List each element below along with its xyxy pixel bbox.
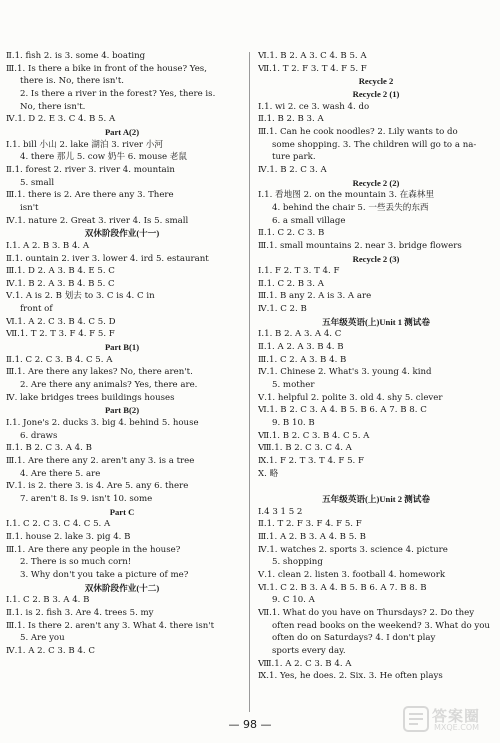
watermark-stamp-icon (402, 705, 430, 733)
answer-line: 4. there 那儿 5. cow 奶牛 6. mouse 老鼠 (20, 152, 187, 163)
answer-line: Ⅰ.1. wi 2. ce 3. wash 4. do (258, 101, 370, 112)
column-divider (249, 52, 250, 712)
answer-line: Ⅲ.1. C 2. A 3. B 4. B (258, 354, 347, 365)
answer-line: Ⅳ.1. A 2. C 3. B 4. C (6, 645, 95, 656)
answer-line: Ⅱ.1. ountain 2. iver 3. lower 4. ird 5. estaurant (6, 253, 209, 264)
answer-line: 3. Why don't you take a picture of me? (20, 569, 189, 580)
answer-line: Ⅱ.1. B 2. C 3. A 4. B (6, 443, 92, 454)
answer-line: Ⅶ.1. What do you have on Thursdays? 2. Do they (258, 607, 475, 618)
answer-line: Ⅳ.1. is 2. there 3. is 4. Are 5. any 6. there (6, 481, 189, 492)
section-heading: 双休阶段作业(十二) (84, 582, 160, 593)
answer-line: 2. There is so much corn! (20, 557, 132, 568)
answer-line: Ⅵ.1. B 2. C 3. A 4. B 5. B 6. A 7. B 8. C (258, 405, 427, 416)
answer-line: 4. Are there 5. are (20, 468, 101, 479)
answer-line: Ⅲ.1. A 2. B 3. A 4. B 5. B (258, 531, 366, 542)
answer-line: Ⅰ.1. C 2. C 3. C 4. C 5. A (6, 519, 111, 530)
answer-line: Ⅲ.1. Are there any 2. aren't any 3. is a tree (6, 456, 195, 466)
answer-line: Ⅲ.1. Is there a bike in front of the house? Yes, (6, 63, 207, 74)
answer-line: Ⅰ.1. bill 小山 2. lake 湖泊 3. river 小河 (6, 139, 163, 150)
answer-line: 5. shopping (272, 557, 323, 568)
answer-line: Ⅵ.1. A 2. C 3. B 4. C 5. D (6, 316, 116, 327)
answer-line: Ⅸ.1. Yes, he does. 2. Six. 3. He often plays (258, 671, 443, 682)
section-heading: 五年级英语(上)Unit 1 测试卷 (322, 316, 430, 327)
right-column (258, 50, 494, 683)
answer-line: Ⅳ.1. D 2. E 3. C 4. B 5. A (6, 114, 116, 125)
answer-line: ture park. (272, 152, 316, 163)
answer-line: Ⅷ.1. B 2. C 3. C 4. A (258, 443, 352, 454)
answer-line: Ⅰ.1. A 2. B 3. B 4. A (6, 240, 90, 251)
left-column (6, 50, 238, 658)
answer-line: Ⅱ.1. C 2. B 3. A (258, 278, 324, 289)
answer-line: 2. Are there any animals? Yes, there are. (20, 380, 198, 391)
answer-line: Ⅰ.1. 看地图 2. on the mountain 3. 在森林里 (258, 190, 435, 201)
watermark-logo (402, 705, 494, 739)
answer-line: Ⅲ.1. there is 2. Are there any 3. There (6, 190, 174, 201)
watermark-brand: 答案圈 (432, 707, 481, 725)
answer-line: Ⅳ.1. nature 2. Great 3. river 4. Is 5. small (6, 215, 189, 226)
watermark-url: MXQE.COM (434, 723, 480, 732)
answer-line: Ⅱ.1. T 2. F 3. F 4. F 5. F (258, 519, 362, 530)
answer-line: Ⅱ.1. A 2. A 3. B 4. B (258, 342, 344, 353)
answer-line: Ⅵ.1. B 2. A 3. C 4. B 5. A (258, 51, 367, 61)
answer-line: 7. aren't 8. Is 9. isn't 10. some (20, 493, 153, 504)
answer-line: Ⅳ.1. C 2. B (258, 304, 307, 315)
section-heading: 五年级英语(上)Unit 2 测试卷 (322, 493, 430, 504)
answer-line: Ⅰ.1. Jone's 2. ducks 3. big 4. behind 5. house (6, 418, 199, 429)
answer-line: Ⅱ.1. forest 2. river 3. river 4. mountain (6, 164, 175, 175)
section-heading: Recycle 2 (3) (352, 253, 400, 264)
answer-line: 5. Are you (20, 633, 65, 644)
answer-line: Ⅱ.1. fish 2. is 3. some 4. boating (6, 51, 146, 61)
answer-line: 9. B 10. B (272, 418, 315, 429)
answer-line: Ⅳ.1. B 2. C 3. A (258, 164, 327, 175)
page-number: — 98 — (228, 718, 272, 731)
answer-line: 4. behind the chair 5. 一些丢失的东西 (272, 202, 429, 213)
answer-line: Ⅴ.1. helpful 2. polite 3. old 4. shy 5. clever (258, 392, 443, 403)
answer-line: often read books on the weekend? 3. What do you (272, 620, 490, 631)
answer-line: some shopping. 3. The children will go to a na- (272, 139, 477, 150)
answer-line: 6. draws (20, 430, 58, 441)
section-heading: Part A(2) (104, 126, 140, 137)
answer-line: 5. mother (272, 380, 315, 391)
answer-line: Ⅱ.1. C 2. C 3. B 4. C 5. A (6, 354, 113, 365)
answer-line: 9. C 10. A (272, 595, 315, 606)
section-heading: Recycle 2 (2) (352, 177, 400, 188)
answer-line: Ⅱ.1. house 2. lake 3. pig 4. B (6, 531, 131, 542)
answer-line: often do on Saturdays? 4. I don't play (272, 633, 436, 644)
answer-line (258, 480, 494, 493)
answer-line: Ⅲ.1. Are there any lakes? No, there aren't. (6, 367, 193, 378)
answer-line: Ⅶ.1. T 2. F 3. T 4. F 5. F (258, 63, 367, 74)
answer-line: 5. small (20, 177, 55, 188)
answer-line: Ⅶ.1. T 2. T 3. F 4. F 5. F (6, 329, 115, 340)
answer-line: Ⅱ.1. C 2. C 3. B (258, 228, 325, 239)
answer-line: Ⅱ.1. B 2. B 3. A (258, 114, 324, 125)
answer-line: Ⅸ.1. F 2. T 3. T 4. F 5. F (258, 456, 364, 466)
answer-line: Ⅲ.1. Are there any people in the house? (6, 544, 181, 555)
section-heading: Part B(1) (104, 342, 140, 353)
answer-line: Ⅳ.1. watches 2. sports 3. science 4. picture (258, 544, 448, 555)
answer-line: Ⅰ.1. C 2. B 3. A 4. B (6, 595, 90, 606)
section-heading: Part B(2) (104, 405, 140, 416)
answer-line: Ⅲ.1. Is there 2. aren't any 3. What 4. there isn't (6, 620, 215, 631)
section-heading: 双休阶段作业(十一) (84, 228, 160, 239)
answer-line: Ⅲ.1. small mountains 2. near 3. bridge flowers (258, 240, 462, 251)
answer-line: isn't (20, 202, 39, 213)
answer-line: Ⅵ.1. C 2. B 3. A 4. B 5. B 6. A 7. B 8. B (258, 582, 427, 593)
answer-line: Ⅳ. lake bridges trees buildings houses (6, 392, 175, 403)
answer-line: 6. a small village (272, 215, 346, 226)
answer-line: Ⅰ.4 3 1 5 2 (258, 506, 303, 517)
answer-line: Ⅰ.1. B 2. A 3. A 4. C (258, 329, 342, 340)
answer-line: No, there isn't. (20, 101, 86, 112)
answer-line: 2. Is there a river in the forest? Yes, there is. (20, 88, 216, 99)
section-heading: Part C (109, 506, 135, 517)
answer-line: Ⅲ.1. Can he cook noodles? 2. Lily wants to do (258, 126, 458, 137)
answer-line: sports every day. (272, 645, 346, 656)
answer-line: Ⅷ.1. A 2. C 3. B 4. A (258, 658, 352, 669)
answer-line: Ⅰ.1. F 2. T 3. T 4. F (258, 266, 340, 277)
section-heading: Recycle 2 (358, 76, 394, 87)
answer-line: Ⅶ.1. B 2. C 3. B 4. C 5. A (258, 430, 370, 441)
answer-line: Ⅳ.1. Chinese 2. What's 3. young 4. kind (258, 367, 432, 378)
answer-line: Ⅴ.1. clean 2. listen 3. football 4. homework (258, 569, 446, 580)
answer-line: Ⅳ.1. B 2. A 3. B 4. B 5. C (6, 278, 115, 289)
answer-line: Ⅹ. 略 (258, 468, 279, 479)
answer-line: Ⅲ.1. B any 2. A is 3. A are (258, 291, 372, 302)
answer-line: Ⅱ.1. is 2. fish 3. Are 4. trees 5. my (6, 607, 154, 618)
answer-line: there is. No, there isn't. (20, 76, 125, 87)
answer-line: Ⅲ.1. D 2. A 3. B 4. E 5. C (6, 266, 115, 277)
answer-line: front of (20, 304, 53, 315)
section-heading: Recycle 2 (1) (352, 88, 400, 99)
answer-line: Ⅴ.1. A is 2. B 划去 to 3. C is 4. C in (6, 291, 155, 302)
